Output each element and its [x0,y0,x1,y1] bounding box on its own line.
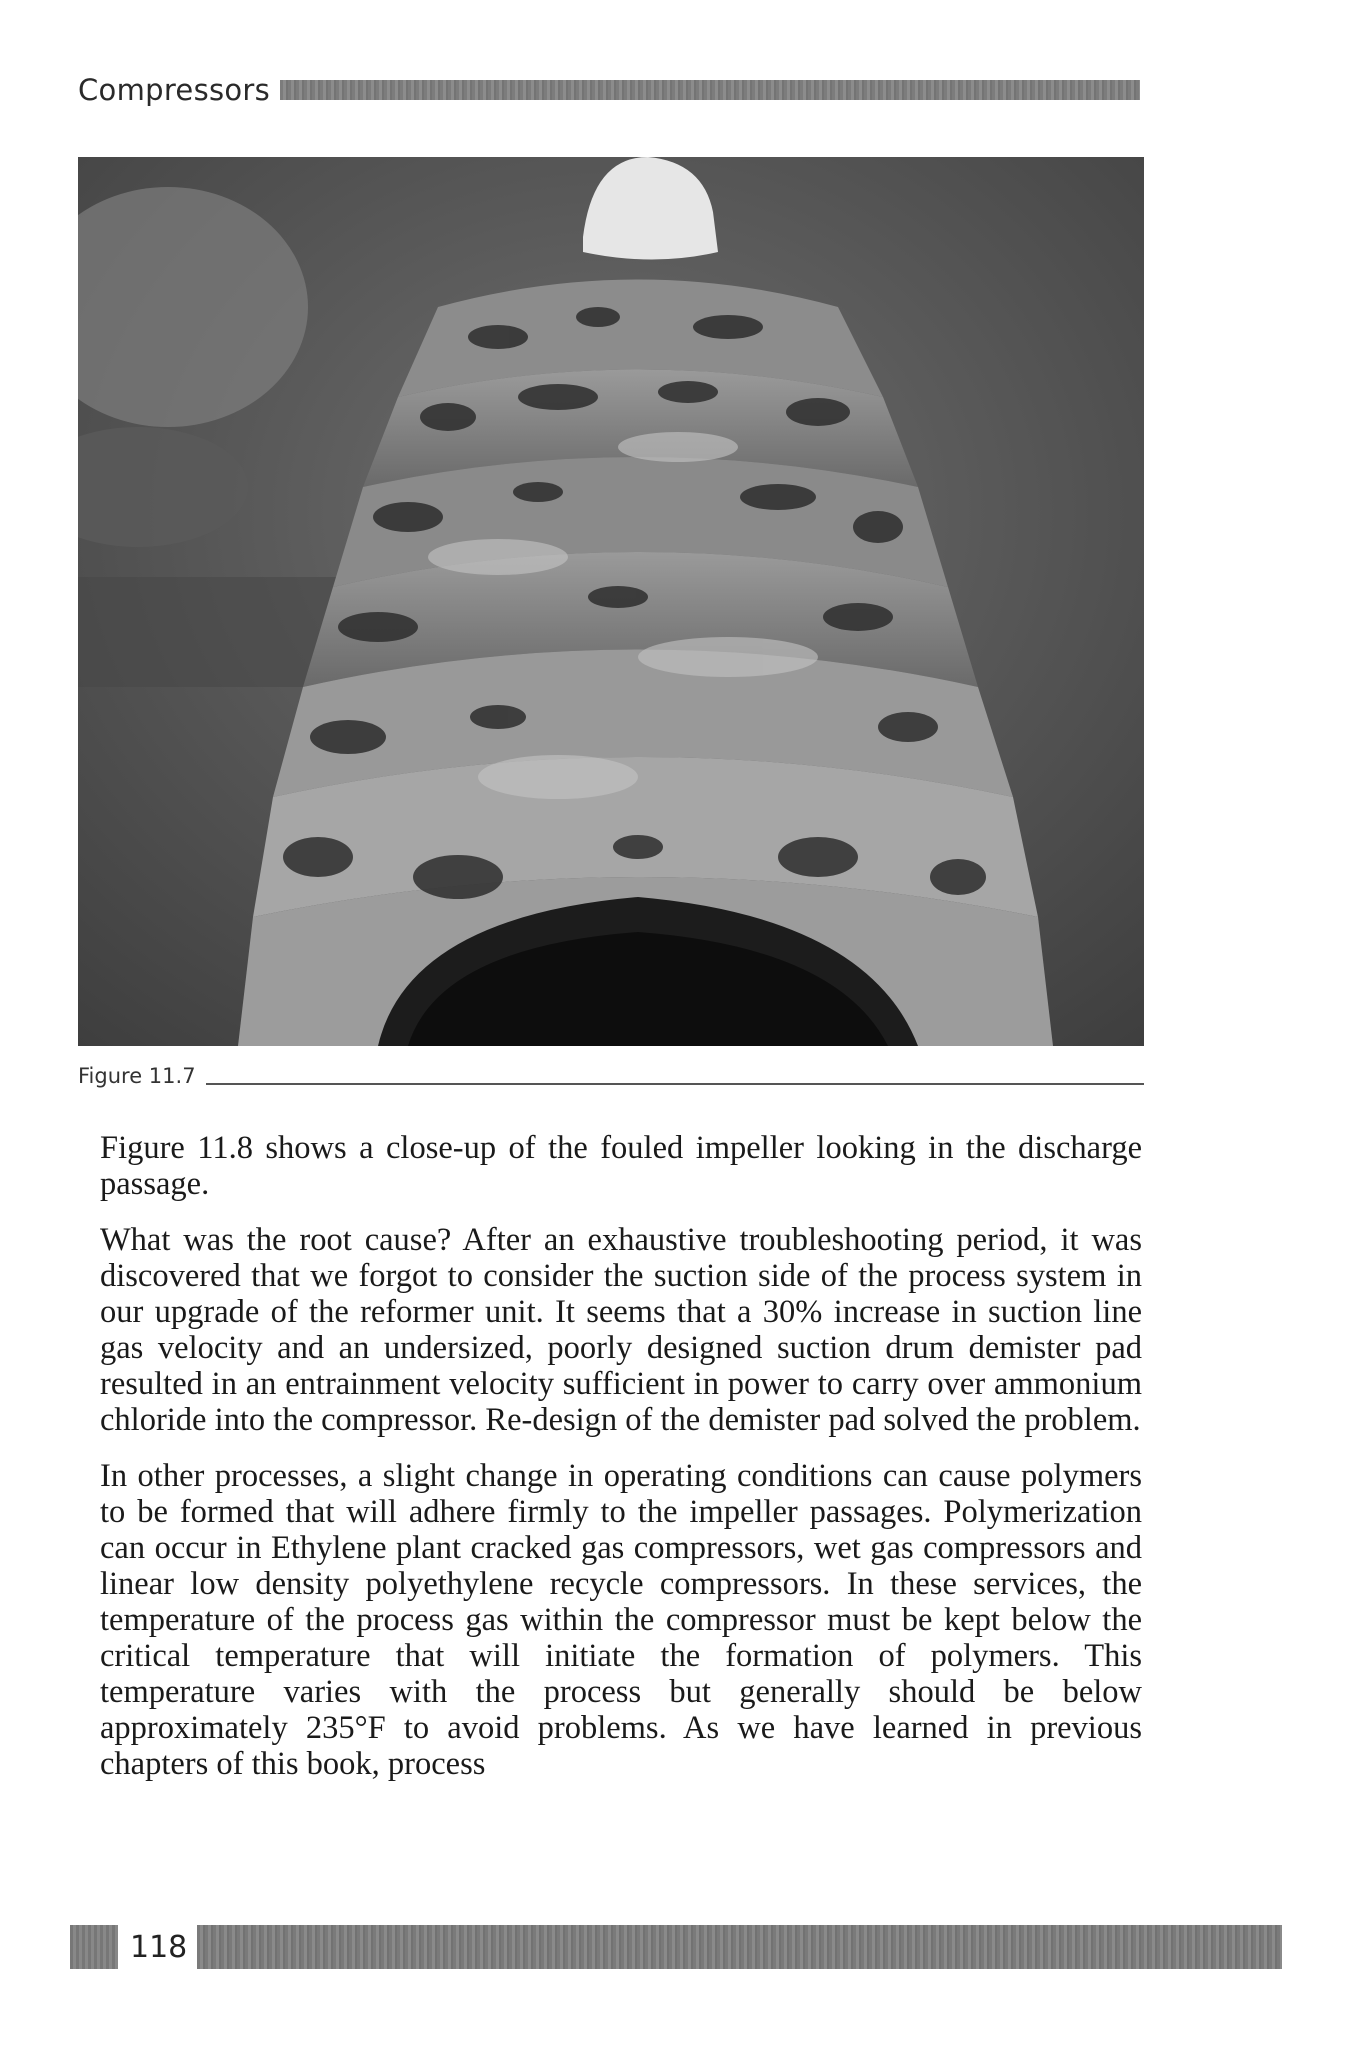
running-head [78,70,1140,110]
fouled-impeller-photo [78,157,1144,1046]
running-head-bar [280,80,1140,100]
figure-caption: Figure 11.7 [78,1064,196,1088]
body-text [100,1130,1142,1802]
paragraph: In other processes, a slight change in operating conditions can cause polymers to be formed that will adhere firmly to the impeller passages. Polymerization can occur in Ethylene plant cracked gas compressors, wet gas compressors and linear low density polyethylene recycle compressors. In these services, the temperature of the process gas within the compressor must be kept below the critical temperature that will initiate the formation of polymers. This temperature varies with the process but generally should be below approximately 235°F to avoid problems. As we have learned in previous chapters of this book, process [100,1458,1142,1782]
page-number: 118 [130,1929,188,1965]
figure-photo [78,157,1144,1046]
folio-block [70,1925,118,1969]
figure-caption-row [78,1064,1144,1088]
running-head-title: Compressors [78,73,271,107]
caption-rule [206,1083,1144,1085]
paragraph: What was the root cause? After an exhaustive troubleshooting period, it was discovered that we forgot to consider the suction side of the process system in our upgrade of the reformer unit. It seems that a 30% increase in suction line gas velocity and an undersized, poorly designed suction drum demister pad resulted in an entrainment velocity sufficient in power to carry over ammonium chloride into the compressor. Re-design of the demister pad solved the problem. [100,1222,1142,1438]
folio-bar [197,1925,1282,1969]
paragraph: Figure 11.8 shows a close-up of the fouled impeller looking in the discharge passage. [100,1130,1142,1202]
footer-folio [70,1925,1282,1969]
